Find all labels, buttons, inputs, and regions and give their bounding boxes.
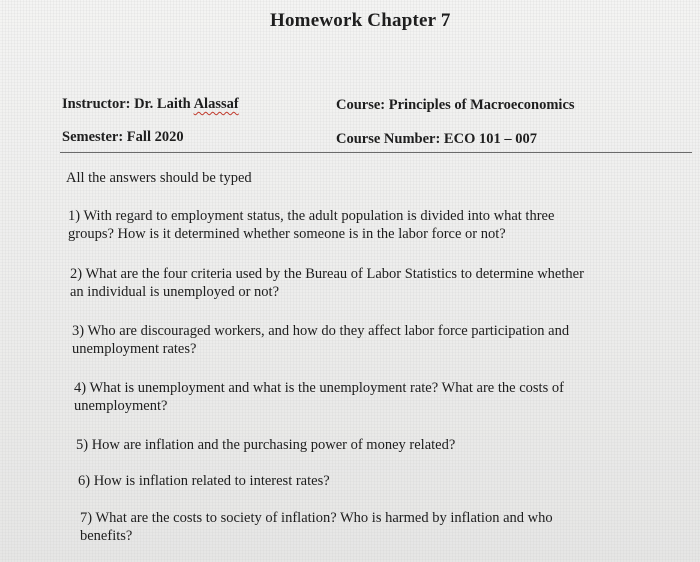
question-2 <box>70 265 584 301</box>
page-title: Homework Chapter 7 <box>270 10 451 31</box>
question-1-line-2: groups? How is it determined whether someone is in the labor force or not? <box>68 226 506 242</box>
question-2-line-2: an individual is unemployed or not? <box>70 284 280 300</box>
question-3 <box>72 322 569 358</box>
semester-info: Semester: Fall 2020 <box>62 129 184 145</box>
question-5 <box>76 436 455 454</box>
question-2-line-1: 2) What are the four criteria used by the Bureau of Labor Statistics to determine whether <box>70 266 584 282</box>
question-6-line-1: 6) How is inflation related to interest rates? <box>78 473 330 489</box>
question-1-line-1: 1) With regard to employment status, the adult population is divided into what three <box>68 208 555 224</box>
question-3-line-2: unemployment rates? <box>72 341 197 357</box>
instructor-surname: Alassaf <box>193 96 239 112</box>
question-3-line-1: 3) Who are discouraged workers, and how do they affect labor force participation and <box>72 323 570 339</box>
question-4-line-2: unemployment? <box>74 398 168 414</box>
instructor-info <box>62 96 239 113</box>
course-info: Course: Principles of Macroeconomics <box>336 97 575 113</box>
question-4-line-1: 4) What is unemployment and what is the unemployment rate? What are the costs of <box>74 380 564 396</box>
question-7-line-1: 7) What are the costs to society of inflation? Who is harmed by inflation and who <box>80 510 553 526</box>
question-1 <box>68 207 554 243</box>
course-number-info: Course Number: ECO 101 – 007 <box>336 131 537 147</box>
question-7-line-2: benefits? <box>80 528 133 544</box>
question-6 <box>78 472 330 490</box>
question-4 <box>74 379 564 415</box>
question-5-line-1: 5) How are inflation and the purchasing power of money related? <box>76 437 456 453</box>
header-divider <box>60 152 692 153</box>
instructor-label: Instructor: Dr. Laith <box>62 96 194 112</box>
instructions-text: All the answers should be typed <box>66 170 252 186</box>
question-7 <box>80 509 553 545</box>
